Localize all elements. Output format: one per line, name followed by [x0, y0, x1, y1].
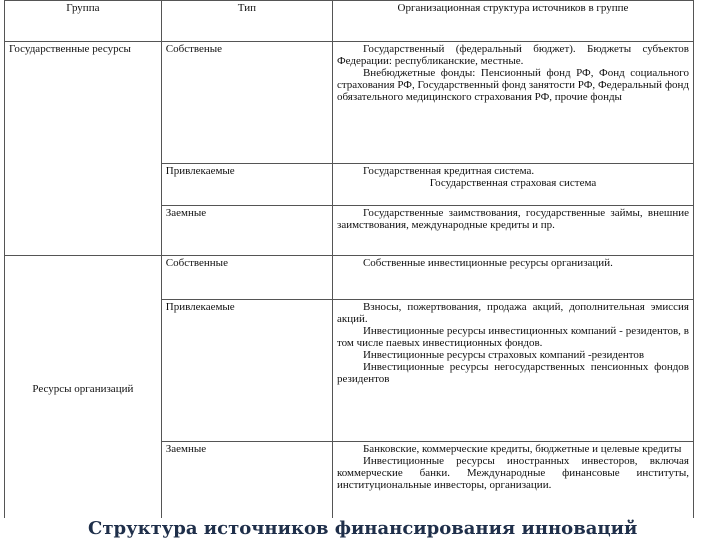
group-org-resources: Ресурсы организаций: [5, 256, 162, 523]
type-org-own: Собственные: [161, 256, 332, 300]
desc-paragraph: Инвестиционные ресурсы страховых компаний -резидентов: [362, 349, 645, 361]
desc-paragraph: Взносы, пожертвования, продажа акций, дополнительная эмиссия акций.: [336, 301, 689, 325]
type-org-attracted: Привлекаемые: [161, 300, 332, 442]
header-type: Тип: [161, 1, 332, 42]
type-state-own: Собственые: [161, 42, 332, 164]
desc-paragraph: Банковские, коммерческие кредиты, бюджетные и целевые кредиты: [362, 443, 682, 455]
desc-paragraph: Собственные инвестиционные ресурсы организаций.: [362, 257, 613, 269]
desc-paragraph: Инвестиционные ресурсы инвестиционных компаний - резидентов, в том числе паевых инвестиционных фондов.: [336, 325, 689, 349]
desc-state-borrowed: [332, 206, 693, 256]
group-state-resources: Государственные ресурсы: [5, 42, 162, 256]
desc-paragraph: Внебюджетные фонды: Пенсионный фонд РФ, Фонд социального страхования РФ, Государственный фонд занятости РФ, Федеральный фонд обязательного медицинского страхования РФ, прочие фонды: [336, 67, 689, 103]
header-group: Группа: [5, 1, 162, 42]
desc-org-attracted: [332, 300, 693, 442]
desc-paragraph: Государственная страховая система: [429, 177, 597, 189]
desc-state-attracted: [332, 164, 693, 206]
desc-paragraph: Инвестиционные ресурсы иностранных инвесторов, включая коммерческие банки. Международные финансовые институты, институциональные инвесторы, организации.: [336, 455, 689, 491]
table-row: [5, 42, 694, 164]
header-structure: Организационная структура источников в группе: [332, 1, 693, 42]
financing-sources-table: [4, 0, 694, 523]
desc-paragraph: Государственные заимствования, государственные займы, внешние заимствования, международные кредиты и пр.: [336, 207, 689, 231]
type-state-attracted: Привлекаемые: [161, 164, 332, 206]
desc-paragraph: Государственный (федеральный бюджет). Бюджеты субъектов Федерации: республиканские, местные.: [336, 43, 689, 67]
table-row: [5, 256, 694, 300]
desc-state-own: [332, 42, 693, 164]
type-org-borrowed: Заемные: [161, 442, 332, 523]
type-state-borrowed: Заемные: [161, 206, 332, 256]
slide-caption: Структура источников финансирования инноваций: [88, 518, 638, 539]
desc-paragraph: Государственная кредитная система.: [362, 165, 535, 177]
desc-org-own: [332, 256, 693, 300]
desc-org-borrowed: [332, 442, 693, 523]
desc-paragraph: Инвестиционные ресурсы негосударственных пенсионных фондов резидентов: [336, 361, 689, 385]
header-row: [5, 1, 694, 42]
